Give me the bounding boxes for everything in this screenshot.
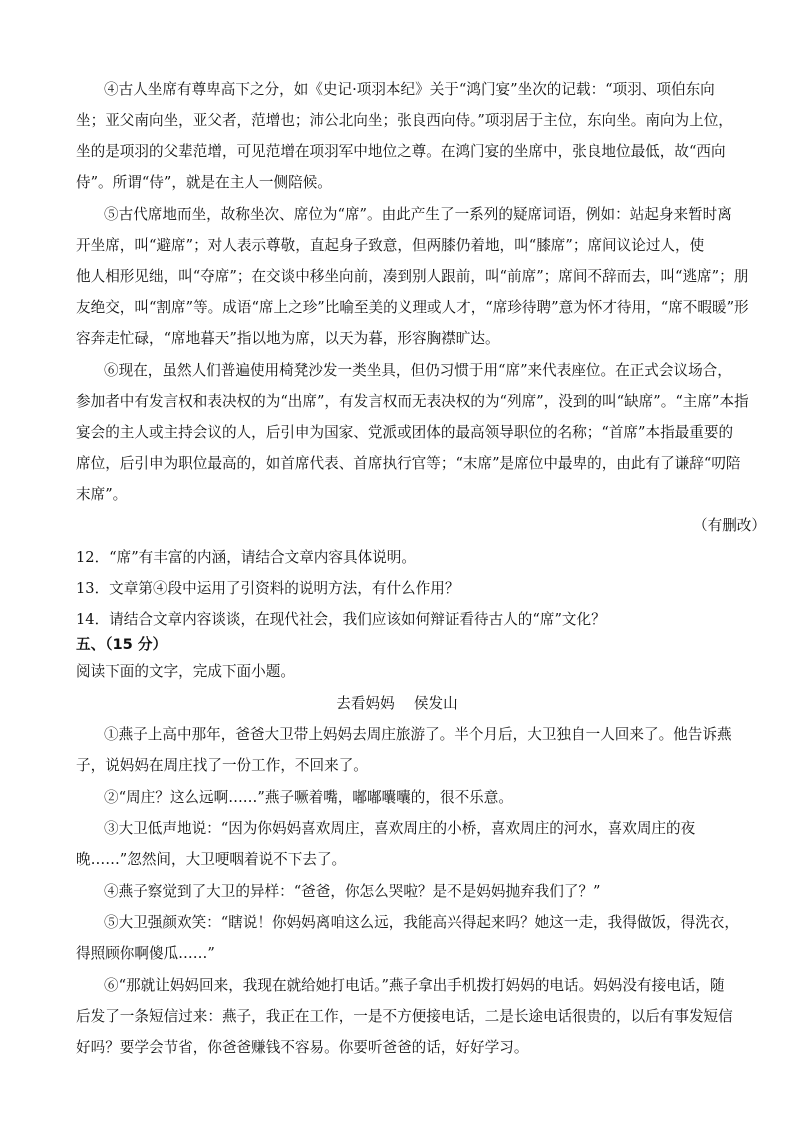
story-line-9: ⑥“那就让妈妈回来，我现在就给她打电话。”燕子拿出手机拨打妈妈的电话。妈妈没有接电话，随	[104, 977, 725, 994]
paragraph-4-line-4: 侍”。所谓“侍”，就是在主人一侧陪候。	[76, 174, 332, 191]
paragraph-6-line-3: 宴会的主人或主持会议的人，后引申为国家、党派或团体的最高领导职位的名称；“首席”本指最重要的	[76, 424, 734, 441]
paragraph-6-line-5: 末席”。	[76, 486, 128, 503]
story-line-6: ④燕子察觉到了大卫的异样：“爸爸，你怎么哭啦？是不是妈妈抛弃我们了？”	[104, 883, 601, 900]
paragraph-4-line-2: 坐；亚父南向坐，亚父者，范增也；沛公北向坐；张良西向侍。”项羽居于主位，东向坐。南向为上位，	[76, 112, 733, 129]
question-12: 12．“席”有丰富的内涵，请结合文章内容具体说明。	[76, 549, 416, 566]
paragraph-6-line-4: 席位，后引申为职位最高的，如首席代表、首席执行官等；“末席”是席位中最卑的，由此有了谦辞“叨陪	[76, 455, 741, 472]
paragraph-4-line-1: ④古人坐席有尊卑高下之分，如《史记·项羽本纪》关于“鸿门宴”坐次的记载：“项羽、项伯东向	[104, 81, 715, 98]
paragraph-6-line-1: ⑥现在，虽然人们普遍使用椅凳沙发一类坐具，但仍习惯于用“席”来代表座位。在正式会议场合，	[104, 362, 732, 379]
paragraph-5-line-4: 友绝交，叫“割席”等。成语“席上之珍”比喻至美的义理或人才，“席珍待聘”意为怀才待用，“席不暇暖”形	[76, 299, 749, 316]
paragraph-5-line-2: 开坐席，叫“避席”；对人表示尊敬，直起身子致意，但两膝仍着地，叫“膝席”；席间议论过人，使	[76, 237, 705, 254]
section-5-instruction: 阅读下面的文字，完成下面小题。	[76, 663, 295, 680]
story-line-10: 后发了一条短信过来：燕子，我正在工作，一是不方便接电话，二是长途电话很贵的，以后有事发短信	[76, 1008, 733, 1025]
edit-note: （有删改）	[693, 517, 766, 534]
story-title: 去看妈妈 侯发山	[336, 695, 458, 712]
paragraph-5-line-5: 容奔走忙碌，“席地暮天”指以地为席，以天为暮，形容胸襟旷达。	[76, 330, 500, 347]
story-line-11: 好吗？要学会节省，你爸爸赚钱不容易。你要听爸爸的话，好好学习。	[76, 1039, 529, 1056]
story-line-4: ③大卫低声地说：“因为你妈妈喜欢周庄，喜欢周庄的小桥，喜欢周庄的河水，喜欢周庄的夜	[104, 820, 696, 837]
story-line-5: 晚……”忽然间，大卫哽咽着说不下去了。	[76, 851, 347, 868]
paragraph-5-line-1: ⑤古代席地而坐，故称坐次、席位为“席”。由此产生了一系列的疑席词语，例如：站起身来暂时离	[104, 206, 732, 223]
paragraph-4-line-3: 坐的是项羽的父辈范增，可见范增在项羽军中地位之尊。在鸿门宴的坐席中，张良地位最低，故“西向	[76, 143, 726, 160]
section-5-heading: 五、（15 分）	[76, 636, 168, 653]
question-13: 13．文章第④段中运用了引资料的说明方法，有什么作用？	[76, 580, 460, 597]
question-14: 14．请结合文章内容谈谈，在现代社会，我们应该如何辩证看待古人的“席”文化？	[76, 611, 606, 628]
story-line-2: 子，说妈妈在周庄找了一份工作，不回来了。	[76, 757, 368, 774]
paragraph-6-line-2: 参加者中有发言权和表决权的为“出席”，有发言权而无表决权的为“列席”，没到的叫“缺席”。“主席”本指	[76, 393, 749, 410]
story-line-3: ②“周庄？这么远啊……”燕子噘着嘴，嘟嘟囔囔的，很不乐意。	[104, 789, 513, 806]
story-line-8: 得照顾你啊傻瓜……”	[76, 945, 215, 962]
paragraph-5-line-3: 他人相形见绌，叫“夺席”；在交谈中移坐向前，凑到别人跟前，叫“前席”；席间不辞而去，叫“逃席”；朋	[76, 268, 749, 285]
story-line-7: ⑤大卫强颜欢笑：“瞎说！你妈妈离咱这么远，我能高兴得起来吗？她这一走，我得做饭，得洗衣，	[104, 914, 739, 931]
story-line-1: ①燕子上高中那年，爸爸大卫带上妈妈去周庄旅游了。半个月后，大卫独自一人回来了。他告诉燕	[104, 726, 732, 743]
